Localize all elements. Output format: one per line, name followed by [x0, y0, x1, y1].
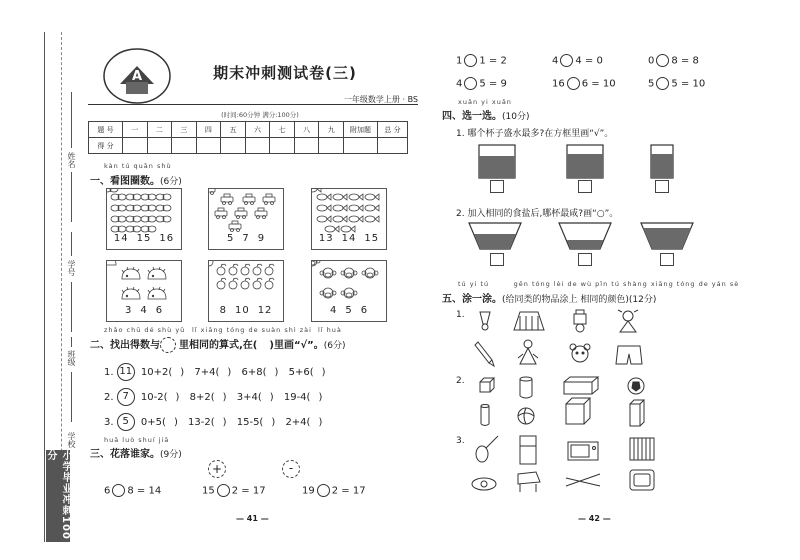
- violin-icon: [476, 436, 498, 462]
- section3-pinyin: huā luò shuí jiā: [104, 436, 170, 444]
- count-option[interactable]: 9: [257, 233, 266, 244]
- count-option[interactable]: 14: [341, 233, 357, 244]
- section5-pinyin: tú yi tú gēn tóng lèi de wù pǐn tú shàng xiāng tóng de yán sè: [458, 280, 740, 288]
- count-option[interactable]: 16: [159, 233, 175, 244]
- sign-blank[interactable]: [317, 484, 330, 497]
- group2-items: [468, 374, 698, 430]
- equation-option[interactable]: 10-2(: [140, 392, 168, 403]
- count-box-butterflies: [106, 188, 182, 250]
- time-info: (时间:60分钟 满分:100分): [221, 111, 299, 119]
- answer-box[interactable]: [578, 180, 592, 193]
- row-index: 1.: [104, 367, 114, 378]
- section5-note: (给同类的物品涂上 相同的颜色): [502, 295, 629, 305]
- score-cell[interactable]: [221, 138, 246, 154]
- target-number: 5: [117, 413, 135, 431]
- table-cell: 八: [294, 122, 319, 138]
- equation-option[interactable]: 10+2(: [140, 367, 173, 378]
- sign-equation: 15 2 = 17: [202, 485, 266, 497]
- count-option[interactable]: 3: [124, 305, 133, 316]
- section4-heading: [442, 107, 529, 122]
- rack-icon: [566, 474, 600, 486]
- row-index: 3.: [104, 417, 114, 428]
- operand: 2: [331, 485, 339, 497]
- equation-option[interactable]: 8+2(: [189, 392, 215, 403]
- count-option[interactable]: 5: [226, 233, 235, 244]
- operand: 1: [479, 55, 486, 67]
- cd-player-icon: [472, 478, 496, 490]
- sign-equation: 6 8 = 14: [104, 485, 162, 497]
- target-number: 11: [117, 363, 135, 381]
- score-cell[interactable]: [319, 138, 344, 154]
- answer-paren[interactable]: ): [269, 392, 274, 403]
- section2-title-c: )里画“√”。: [269, 340, 324, 351]
- section2-row-3: [104, 413, 329, 431]
- result: 2: [500, 55, 507, 67]
- shuttlecock-icon: [480, 312, 490, 330]
- section4-title: 四、选一选。: [442, 111, 502, 122]
- sign-equation: 16 6 = 10: [552, 78, 616, 90]
- section2-pinyin-c: lǐ huà: [318, 326, 342, 334]
- cup-3: [650, 144, 676, 180]
- count-option[interactable]: 4: [329, 305, 338, 316]
- table-cell: 七: [270, 122, 295, 138]
- table-cell: 得 分: [89, 138, 123, 154]
- fish-icons: [312, 189, 386, 233]
- sign-blank[interactable]: [112, 484, 125, 497]
- equation-option[interactable]: 19-4(: [283, 392, 311, 403]
- hedgehog-icons: [107, 261, 181, 305]
- page-subtitle: 一年级数学上册 · BS: [343, 95, 418, 104]
- sign-equation: 1 1 = 2: [456, 55, 507, 67]
- score-cell[interactable]: [147, 138, 172, 154]
- salt-cup-1: [468, 222, 524, 252]
- table-cell: 附加题: [344, 122, 378, 138]
- group-index: 1.: [456, 310, 465, 320]
- plus-flower-icon: +: [208, 460, 226, 478]
- cup-1: [478, 144, 518, 180]
- svg-text:A: A: [131, 69, 143, 84]
- section2-pinyin-a: zhǎo chū dé shù yǔ: [104, 326, 186, 334]
- page-title: 期末冲刺测试卷(三): [213, 64, 357, 82]
- section4-question-1: 1. 哪个杯子盛水最多?在方框里画“√”。: [456, 129, 614, 139]
- equation-option[interactable]: 5+6(: [288, 367, 314, 378]
- accordion-icon: [630, 438, 654, 460]
- girl-figure-icon: [518, 340, 538, 364]
- answer-paren[interactable]: ): [180, 367, 185, 378]
- tv-icon: [630, 470, 654, 490]
- group1-items: [468, 308, 698, 370]
- page-number-right: — 42 —: [578, 514, 611, 523]
- header-rule: [88, 104, 418, 105]
- count-option[interactable]: 10: [234, 305, 250, 316]
- fridge-icon: [520, 436, 536, 464]
- operand: 4: [456, 78, 463, 90]
- section2-points: (6分): [323, 341, 346, 351]
- group-index: 3.: [456, 436, 465, 446]
- skirt-icon: [514, 312, 544, 330]
- operand: 19: [302, 485, 315, 497]
- sign-equation: 4 5 = 9: [456, 78, 507, 90]
- sign-equation: 4 4 = 0: [552, 55, 603, 67]
- operand: 15: [202, 485, 215, 497]
- operand: 6: [104, 485, 111, 497]
- operand: 2: [231, 485, 239, 497]
- small-cylinder-icon: [481, 405, 489, 426]
- name-label: 姓名: [67, 152, 76, 168]
- answer-paren[interactable]: ): [321, 367, 326, 378]
- count-options: [107, 233, 181, 244]
- answer-box[interactable]: [655, 180, 669, 193]
- count-option[interactable]: 12: [257, 305, 273, 316]
- monkey-icons: [312, 261, 386, 305]
- score-cell[interactable]: [294, 138, 319, 154]
- school-label: 学校: [67, 432, 76, 448]
- sign-blank[interactable]: [464, 77, 477, 90]
- number-line: [71, 232, 72, 256]
- large-cube-icon: [566, 398, 590, 424]
- table-cell: 一: [123, 122, 148, 138]
- count-option[interactable]: 6: [360, 305, 369, 316]
- section4-pinyin: xuǎn yi xuǎn: [458, 98, 512, 106]
- equation-option[interactable]: 15-5(: [236, 417, 264, 428]
- operand: 6: [581, 78, 589, 90]
- student-number-label: 学号: [67, 260, 76, 276]
- section1-points: (6分): [160, 177, 182, 187]
- count-box-fish: [311, 188, 387, 250]
- operand: 1: [456, 55, 463, 67]
- count-option[interactable]: 14: [113, 233, 129, 244]
- table-cell: 总 分: [378, 122, 408, 138]
- operand: 4: [552, 55, 559, 67]
- section5-points: (12分): [628, 295, 657, 305]
- operand: 5: [479, 78, 486, 90]
- row-index: 2.: [104, 392, 114, 403]
- answer-paren[interactable]: ): [175, 392, 180, 403]
- apple-icons: [209, 261, 283, 305]
- class-line-lower: [71, 372, 72, 422]
- operand: 5: [648, 78, 655, 90]
- pencil-icon: [475, 342, 494, 366]
- table-cell: 题 号: [89, 122, 123, 138]
- operand: 8: [671, 55, 678, 67]
- shorts-icon: [616, 346, 642, 364]
- equation-option[interactable]: 3+4(: [236, 392, 262, 403]
- equation-option[interactable]: 7+4(: [194, 367, 220, 378]
- microwave-icon: [568, 442, 598, 460]
- table-cell: 九: [319, 122, 344, 138]
- score-cell[interactable]: [378, 138, 408, 154]
- butterfly-icons: [107, 189, 181, 233]
- section2-pinyin-b: lǐ xiāng tóng de suàn shì zài: [192, 326, 312, 334]
- result: 17: [352, 485, 366, 497]
- group3-items: [468, 434, 698, 496]
- section1-pinyin: kàn tú quān shù: [104, 162, 172, 170]
- answer-paren[interactable]: ): [227, 367, 232, 378]
- bear-icon: [570, 344, 590, 362]
- count-option[interactable]: 7: [242, 233, 250, 244]
- answer-paren[interactable]: ): [318, 417, 323, 428]
- section2-title-a: 二、找出得数与: [90, 340, 160, 351]
- score-table-header-row: [89, 122, 408, 138]
- operand: 4: [575, 55, 582, 67]
- equation-option[interactable]: 6+8(: [241, 367, 267, 378]
- count-option[interactable]: 15: [136, 233, 152, 244]
- score-cell[interactable]: [344, 138, 378, 154]
- count-box-apples: [208, 260, 284, 322]
- brand-logo: [102, 46, 172, 106]
- section4-question-2: 2. 加入相同的食盐后,哪杯最咸?画“○”。: [456, 209, 619, 219]
- score-cell[interactable]: [123, 138, 148, 154]
- girl-doll-icon: [618, 310, 638, 332]
- table-cell: 六: [245, 122, 270, 138]
- cup-2: [566, 144, 606, 180]
- score-cell[interactable]: [245, 138, 270, 154]
- student-info-column: [44, 32, 74, 452]
- score-cell[interactable]: [270, 138, 295, 154]
- answer-paren[interactable]: ): [318, 392, 323, 403]
- sign-blank[interactable]: [560, 54, 573, 67]
- answer-paren[interactable]: ): [222, 392, 227, 403]
- name-line-lower: [71, 172, 72, 222]
- group-index: 2.: [456, 376, 465, 386]
- section3-points: (9分): [160, 450, 182, 460]
- score-cell[interactable]: [196, 138, 221, 154]
- section5-heading: [442, 290, 656, 305]
- count-box-cars: [208, 188, 284, 250]
- count-options: [209, 233, 283, 244]
- number-line-lower: [71, 282, 72, 332]
- count-box-hedgehogs: [106, 260, 182, 322]
- cuboid-icon: [564, 377, 598, 394]
- score-table-score-row: [89, 138, 408, 154]
- operand: 0: [648, 55, 655, 67]
- count-option[interactable]: 13: [318, 233, 334, 244]
- section2-title-b: 里相同的算式,在(: [179, 340, 258, 351]
- section2-heading: [90, 336, 346, 353]
- result: 8: [692, 55, 699, 67]
- sign-blank[interactable]: [656, 77, 669, 90]
- table-cell: 四: [196, 122, 221, 138]
- sign-blank[interactable]: [567, 77, 580, 90]
- answer-paren[interactable]: ): [271, 417, 276, 428]
- section1-heading: [90, 172, 182, 187]
- sign-equation: 5 5 = 10: [648, 78, 706, 90]
- page-number-left: — 41 —: [236, 514, 269, 523]
- result: 17: [252, 485, 266, 497]
- section3-title: 三、花落谁家。: [90, 449, 160, 460]
- answer-box[interactable]: [490, 180, 504, 193]
- section3-heading: [90, 445, 182, 460]
- sign-equation: 0 8 = 8: [648, 55, 699, 67]
- count-option[interactable]: 4: [140, 305, 148, 316]
- answer-paren[interactable]: ): [173, 417, 178, 428]
- target-number: 7: [117, 388, 135, 406]
- tall-cuboid-icon: [630, 400, 644, 426]
- sign-blank[interactable]: [656, 54, 669, 67]
- equation-option[interactable]: 0+5(: [140, 417, 166, 428]
- result: 10: [602, 78, 616, 90]
- car-icons: [209, 189, 283, 233]
- salt-cup-2: [558, 222, 614, 252]
- cylinder-icon: [520, 377, 532, 398]
- answer-box[interactable]: [490, 253, 504, 266]
- result: 0: [596, 55, 603, 67]
- equation-option[interactable]: 13-2(: [188, 417, 215, 428]
- sign-blank[interactable]: [464, 54, 477, 67]
- section2-row-2: [104, 388, 329, 406]
- operand: 8: [127, 485, 134, 497]
- result: 9: [500, 78, 507, 90]
- ball-icon: [518, 408, 534, 424]
- class-line: [71, 337, 72, 347]
- spine-brand: 小学毕业冲刺100分: [46, 450, 70, 542]
- salt-cup-3: [640, 222, 696, 252]
- count-option[interactable]: 6: [155, 305, 164, 316]
- operand: 16: [552, 78, 565, 90]
- answer-paren[interactable]: ): [274, 367, 279, 378]
- count-options: [312, 305, 386, 316]
- equation-option[interactable]: 2+4(: [285, 417, 311, 428]
- section1-title: 一、看图圈数。: [90, 176, 160, 187]
- count-box-monkeys: [311, 260, 387, 322]
- operand: 5: [671, 78, 678, 90]
- flower-circle-icon: [160, 337, 176, 353]
- class-label: 班级: [67, 350, 76, 366]
- football-icon: [628, 378, 644, 394]
- minus-flower-icon: -: [282, 460, 300, 478]
- count-option[interactable]: 15: [364, 233, 380, 244]
- table-cell: 五: [221, 122, 246, 138]
- result: 10: [692, 78, 706, 90]
- section2-row-1: [104, 363, 333, 381]
- count-options: [209, 305, 283, 316]
- section5-title: 五、涂一涂。: [442, 294, 502, 305]
- piano-icon: [518, 472, 540, 492]
- score-table: [88, 121, 408, 154]
- name-line: [71, 92, 72, 148]
- result: 14: [148, 485, 162, 497]
- sign-equation: 19 2 = 17: [302, 485, 366, 497]
- answer-box[interactable]: [578, 253, 592, 266]
- toy-icon: [574, 310, 586, 332]
- answer-paren[interactable]: ): [222, 417, 227, 428]
- table-cell: 二: [147, 122, 172, 138]
- count-option[interactable]: 8: [219, 305, 227, 316]
- count-options: [107, 305, 181, 316]
- section4-points: (10分): [502, 112, 530, 122]
- sign-blank[interactable]: [217, 484, 230, 497]
- score-cell[interactable]: [172, 138, 197, 154]
- cube-icon: [480, 378, 494, 392]
- table-cell: 三: [172, 122, 197, 138]
- count-options: [312, 233, 386, 244]
- count-option[interactable]: 5: [345, 305, 353, 316]
- answer-box[interactable]: [660, 253, 674, 266]
